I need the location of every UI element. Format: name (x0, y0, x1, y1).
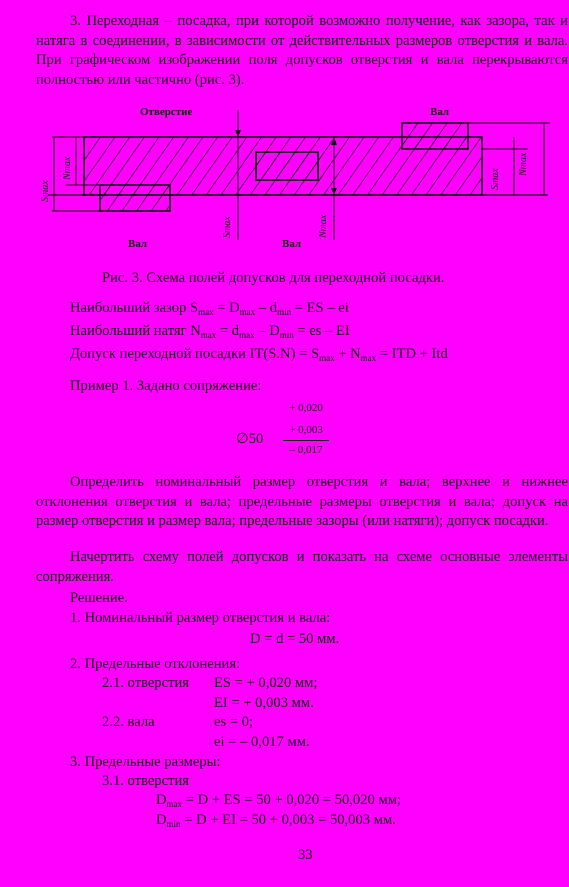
label-hole: Отверстие (140, 106, 193, 118)
label-shaft-left: Вал (128, 238, 148, 250)
task-paragraph-2: Начертить схему полей допусков и показать на схеме основные элементы сопряжения. (36, 549, 568, 585)
example-title: Пример 1. Задано сопряжение: (70, 378, 262, 394)
solution-dmax: $D_{max} = D$ + ES = 50 + 0,020 = 50,020 мм; (156, 792, 401, 809)
figure-caption: Рис. 3. Схема полей допусков для переходной посадки. (102, 270, 445, 286)
solution-2-2-ei: ei = – 0,017 мм. (214, 734, 310, 750)
fit-fraction-line (283, 440, 329, 441)
solution-title: Решение. (70, 590, 128, 606)
solution-2-1-label: 2.1. отверстия (102, 675, 189, 691)
label-shaft-top: Вал (430, 106, 450, 118)
fit-diameter: ∅50 (236, 431, 264, 447)
formula-fit-tolerance: Допуск переходной посадки $IT(S.N) = S_{max} + N_{max}$ = ITD + Itd (70, 346, 448, 363)
tolerance-diagram-svg (38, 100, 558, 260)
solution-dmin: $D_{min} = D$ + EI = 50 + 0,003 = 50,003 мм. (156, 812, 396, 829)
formula-max-interference: Наибольший натяг $N_{max} = d_{max} - D_{min}$ = es – EI (70, 323, 350, 340)
dim-smax-right: Smax (490, 168, 501, 190)
dim-nmax-bottom: Nmax (318, 214, 329, 238)
dim-nmax-left: Nmax (62, 156, 73, 180)
shaft-field-center (256, 152, 318, 180)
solution-step-3: 3. Предельные размеры: (70, 754, 221, 770)
fit-upper-hole: + 0,020 (289, 402, 323, 414)
solution-2-1-ei: EI = + 0,003 мм. (214, 695, 314, 711)
intro-paragraph (36, 12, 568, 90)
fit-lower-shaft: – 0,017 (289, 444, 323, 456)
solution-2-1-es: ES = + 0,020 мм; (214, 675, 318, 691)
dim-smax-bottom: Smax (222, 216, 233, 238)
dim-smax-left: Smax (40, 180, 51, 202)
solution-step-2: 2. Предельные отклонения: (70, 656, 241, 672)
task-paragraph-1: Определить номинальный размер отверстия и вала; верхнее и нижнее отклонения отверстия и вала; предельные размеры отверстия и вала; допуск на размер отверстия и размер вала; предельные зазоры (или натяги); допуск посадки. (36, 474, 568, 530)
solution-3-1-label: 3.1. отверстия (102, 773, 189, 789)
intro-text: 3. Переходная – посадка, при которой возможно получение, как зазора, так и натяга в соединении, в зависимости от действительных размеров отверстия и вала. При графическом изображении поля допусков отверстия и вала перекрываются полностью или частично (рис. 3). (36, 13, 568, 88)
solution-step-1-eq: D = d = 50 мм. (250, 631, 340, 647)
solution-2-2-label: 2.2. вала (102, 714, 155, 730)
solution-step-1: 1. Номинальный размер отверстия и вала: (70, 610, 331, 626)
solution-2-2-es: es = 0; (214, 714, 254, 730)
shaft-field-left (100, 185, 170, 211)
formula-max-clearance: Наибольший зазор $S_{max} = D_{max} - d_{min}$ = ES – ei (70, 300, 349, 317)
fit-mid: + 0,003 (289, 424, 323, 436)
label-shaft-center: Вал (282, 238, 302, 250)
page-number: 33 (298, 847, 313, 863)
shaft-field-right (402, 123, 468, 149)
tolerance-diagram (38, 100, 558, 260)
dim-nmax-right: Nmax (518, 152, 529, 176)
